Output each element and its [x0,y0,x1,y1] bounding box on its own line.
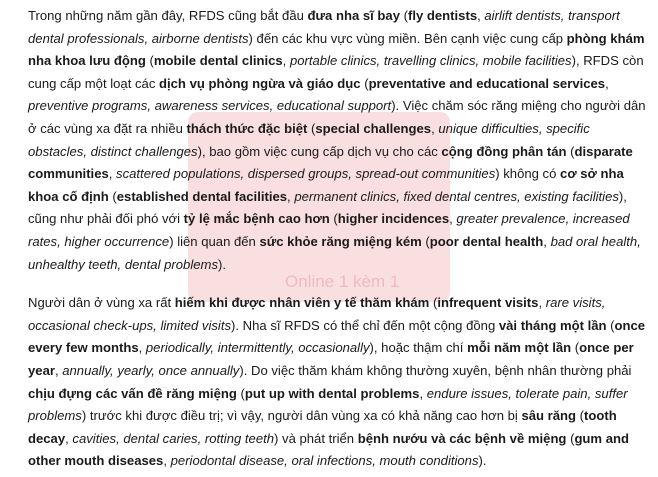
text-run: ( [566,143,575,159]
bold-term: sâu răng [521,408,577,424]
bold-term: fly dentists [407,8,478,23]
bold-term: disparate communities [28,143,633,182]
bold-term: cộng đồng phân tán [441,143,567,159]
text-run: ). [218,256,226,272]
synonym-list: rare visits, occasional check-ups, limited visits [28,295,606,333]
synonym-list: portable clinics, travelling clinics, mobile facilities [289,53,572,69]
text-run: ( [360,75,369,91]
text-run: Trong những năm gần đây, RFDS cũng bắt đầu [28,8,308,23]
bold-term: gum and other mouth diseases [28,430,629,469]
bold-term: higher incidences [337,211,450,227]
bold-term: special challenges [315,120,432,136]
bold-term: once every few months [28,317,646,356]
text-run: ( [571,340,580,356]
synonym-list: periodontal disease, oral infections, mouth conditions [170,453,479,469]
bold-term: chịu đựng các vấn đề răng miệng [28,385,237,401]
bold-term: once per year [28,340,634,378]
bold-term: mobile dental clinics [153,53,283,69]
text-run: , [543,233,551,249]
synonym-list: permanent clinics, fixed dental centres, existing facilities [294,188,619,204]
text-run: ( [108,188,117,204]
text-run: , [65,430,73,446]
synonym-list: cavities, dental caries, rotting teeth [72,430,275,446]
synonym-list: airlift dentists, transport dental professionals, airborne dentists [28,8,620,46]
text-run: Người dân ở vùng xa rất [28,295,175,311]
text-run: , [538,295,546,311]
text-run: , [54,362,63,378]
text-run: , [282,53,290,69]
text-run: ), hoặc thậm chí [369,340,468,356]
text-run: , [138,340,146,356]
text-run: ). Việc chăm sóc răng miệng cho người dân ở các vùng xa đặt ra nhiều [28,98,646,136]
bold-term: poor dental health [429,233,544,249]
bold-term: put up with dental problems [244,385,420,401]
paragraph-1 [28,5,648,276]
bold-term: vài tháng một lần [498,317,607,333]
text-run: , [287,188,295,204]
synonym-list: annually, yearly, once annually [62,362,240,378]
synonym-list: bad oral health, unhealthy teeth, dental problems [28,233,641,272]
text-run: ) không có [495,166,561,182]
bold-term: cơ sở nha khoa cố định [28,166,624,204]
synonym-list: greater prevalence, increased rates, higher occurrence [28,211,630,249]
synonym-list: endure issues, tolerate pain, suffer problems [28,385,628,424]
text-run: ). Do việc thăm khám không thường xuyên, bệnh nhân thường phải [239,362,632,378]
text-run: , [605,75,609,91]
text-run: ( [606,317,615,333]
text-run: ), bao gồm việc cung cấp dịch vụ cho các [197,143,442,159]
text-run: ), cũng như phải đối phó với [28,188,627,227]
text-run: ) liên quan đến [169,233,260,249]
bold-term: established dental facilities [116,188,288,204]
text-run: ( [329,211,338,227]
text-run: ) trước khi được điều trị; vì vậy, người dân vùng xa có khả năng cao hơn bị [81,408,522,424]
text-run: , [419,385,427,401]
text-run: ), RFDS còn cung cấp một loạt các [28,53,644,91]
bold-term: tỷ lệ mắc bệnh cao hơn [183,211,330,227]
watermark-text: Online 1 kèm 1 [285,272,400,291]
text-run: ( [421,233,430,249]
text-run: , [431,120,439,136]
text-run: ). [478,453,487,469]
text-run: ( [566,430,575,446]
bold-term: đưa nha sĩ bay [307,8,400,23]
bold-term: thách thức đặc biệt [186,120,308,136]
text-run: ( [145,53,154,69]
synonym-list: preventive programs, awareness services, educational support [28,98,392,114]
synonym-list: periodically, intermittently, occasionally [145,340,370,356]
text-run: , [163,453,171,469]
text-run: ) và phát triển [274,430,358,446]
text-run: ) đến các khu vực vùng miền. Bên cạnh việc cung cấp [248,30,567,46]
bold-term: bệnh nướu và các bệnh về miệng [357,430,567,446]
text-run: ( [399,8,408,23]
article-body [28,5,648,473]
bold-term: tooth decay [28,408,617,446]
bold-term: dịch vụ phòng ngừa và giáo dục [159,75,361,91]
text-run: ( [429,295,438,311]
text-run: ( [576,408,585,424]
text-run: ( [307,120,316,136]
bold-term: phòng khám nha khoa lưu động [28,30,645,69]
bold-term: hiếm khi được nhân viên y tế thăm khám [174,295,430,311]
text-run: , [108,166,117,182]
synonym-list: scattered populations, dispersed groups, spread-out communities [116,166,496,182]
text-run: , [477,8,485,23]
bold-term: infrequent visits [437,295,539,311]
bold-term: sức khỏe răng miệng kém [259,233,422,249]
bold-term: mỗi năm một lần [467,340,572,356]
text-run: ). Nha sĩ RFDS có thể chỉ đến một cộng đồng [231,317,499,333]
text-run: , [449,211,457,227]
paragraph-2 [28,292,648,473]
text-run: ( [236,385,245,401]
bold-term: preventative and educational services [368,75,606,91]
synonym-list: unique difficulties, specific obstacles, distinct challenges [28,120,590,159]
